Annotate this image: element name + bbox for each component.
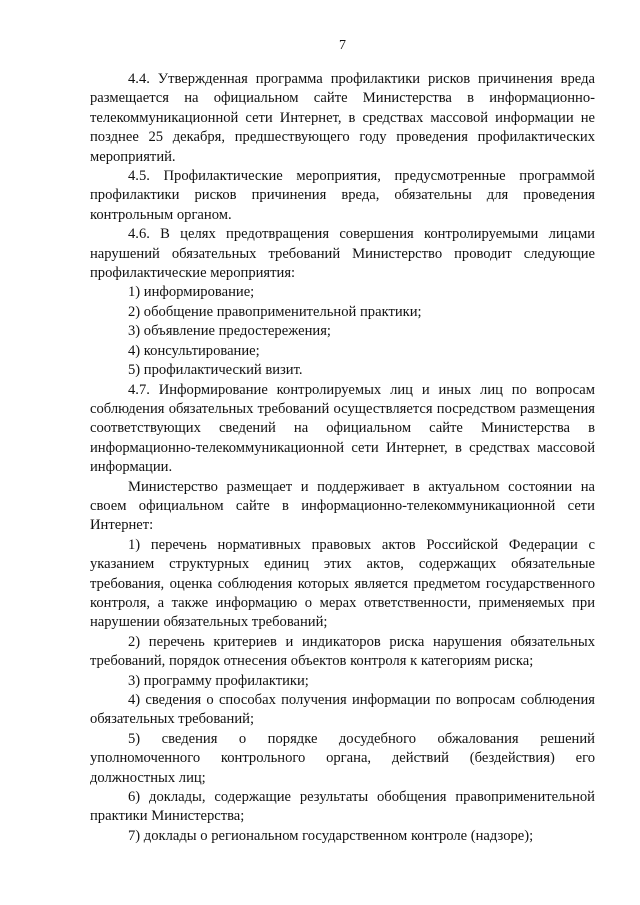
paragraph-4-4: 4.4. Утвержденная программа профилактики рисков причинения вреда размещается на официальном сайте Министерства в информационно-телекоммуникационной сети Интернет, в средствах массовой информации не позднее 25 декабря, предшествующего году проведения профилактических мероприятий. (90, 71, 595, 165)
document-page (90, 38, 595, 846)
paragraph-4-6: 4.6. В целях предотвращения совершения контролируемыми лицами нарушений обязательных требований Министерство проводит следующие профилактические мероприятия: (90, 226, 595, 282)
measure-item: 1) информирование; (128, 284, 255, 301)
published-info-item: 2) перечень критериев и индикаторов риска нарушения обязательных требований, порядок отнесения объектов контроля к категориям риска; (90, 633, 595, 670)
published-info-item: 1) перечень нормативных правовых актов Российской Федерации с указанием структурных единиц этих актов, содержащих обязательные требования, оценка соблюдения которых является предметом государственного контроля, а также информацию о мерах ответственности, применяемых при нарушении обязательных требований; (90, 536, 595, 631)
published-info-item: 6) доклады, содержащие результаты обобщения правоприменительной практики Министерства; (90, 789, 595, 825)
published-info-item: 7) доклады о региональном государственном контроле (надзоре); (128, 827, 534, 844)
paragraph-4-7-continued: Министерство размещает и поддерживает в актуальном состоянии на своем официальном сайте в информационно-телекоммуникационной сети Интернет: (90, 478, 595, 534)
paragraph-4-5: 4.5. Профилактические мероприятия, предусмотренные программой профилактики рисков причинения вреда, обязательны для проведения контрольным органом. (90, 168, 595, 223)
page-number: 7 (339, 38, 346, 53)
published-info-item: 3) программу профилактики; (128, 672, 309, 689)
published-info-item: 5) сведения о порядке досудебного обжалования решений уполномоченного контрольного органа, действий (бездействия) его должностных лиц; (90, 730, 595, 786)
measure-item: 5) профилактический визит. (128, 362, 303, 379)
paragraph-4-7: 4.7. Информирование контролируемых лиц и иных лиц по вопросам соблюдения обязательных требований осуществляется посредством размещения соответствующих сведений на официальном сайте Министерства в информационно-телекоммуникационной сети Интернет, в средствах массовой информации. (90, 381, 595, 476)
measure-item: 3) объявление предостережения; (128, 323, 331, 340)
published-info-item: 4) сведения о способах получения информации по вопросам соблюдения обязательных требований; (90, 692, 595, 728)
measure-item: 4) консультирование; (128, 342, 260, 359)
measure-item: 2) обобщение правоприменительной практики; (128, 303, 422, 320)
